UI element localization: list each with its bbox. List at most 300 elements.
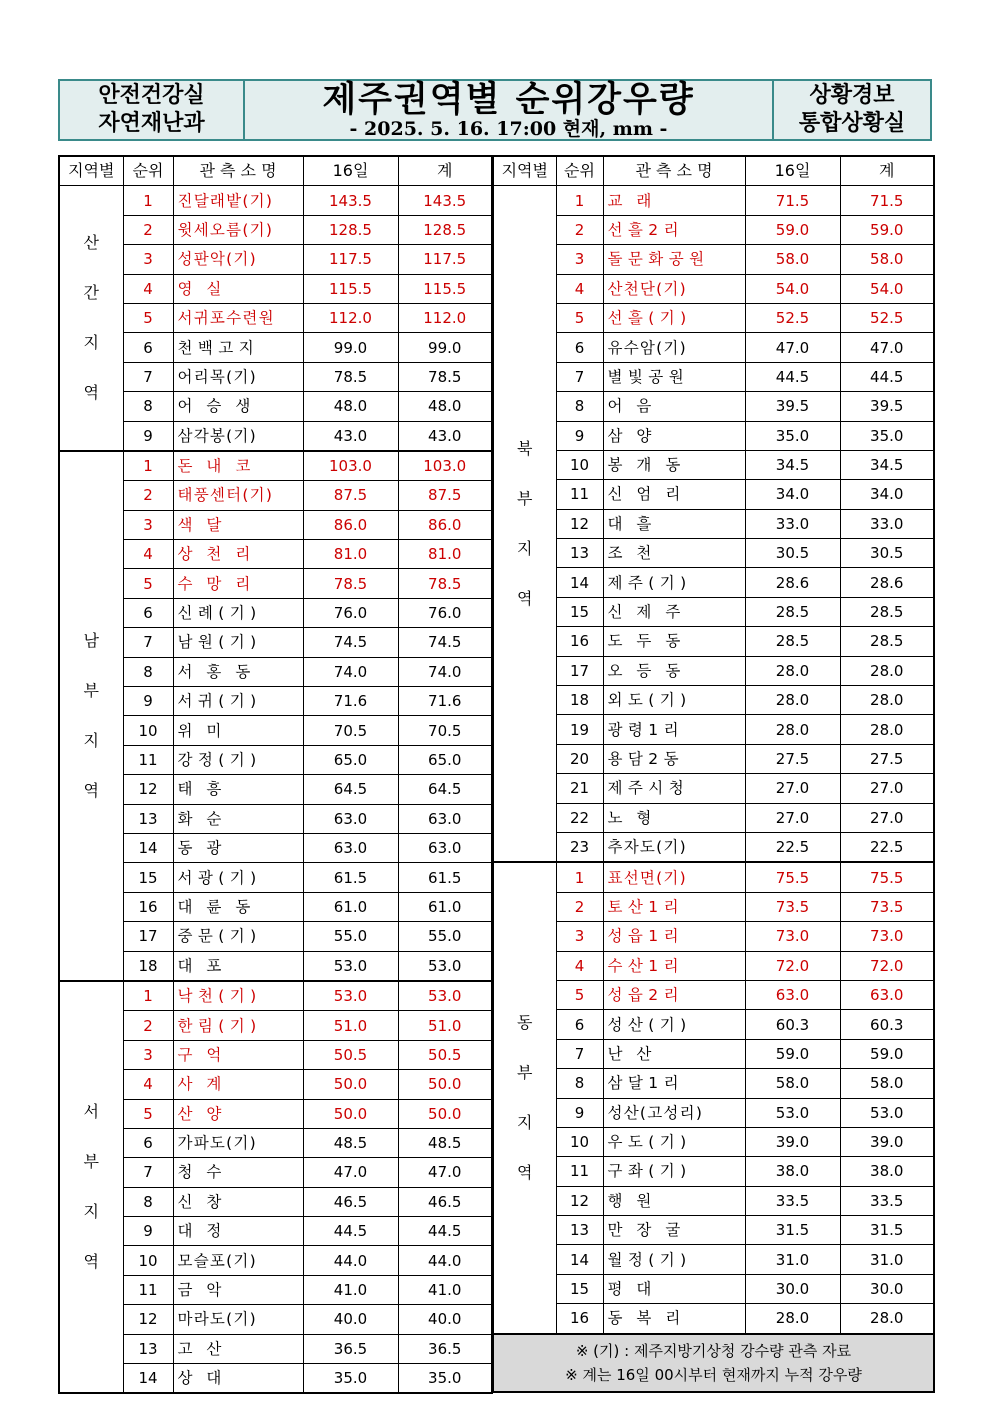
total-rainfall-cell: 34.5 <box>840 450 934 479</box>
rank-cell: 11 <box>123 1275 173 1304</box>
rank-cell: 9 <box>123 1217 173 1246</box>
rank-cell: 16 <box>556 627 603 656</box>
total-rainfall-cell: 63.0 <box>398 804 492 833</box>
station-cell <box>173 1217 303 1246</box>
day-rainfall-cell: 71.6 <box>303 687 398 716</box>
station-name: 모슬포(기) <box>177 1251 257 1270</box>
station-name: 신례(기) <box>177 604 262 623</box>
day-rainfall-cell: 81.0 <box>303 540 398 569</box>
total-rainfall-cell: 47.0 <box>398 1158 492 1187</box>
station-cell <box>173 716 303 745</box>
table-row <box>59 1040 492 1069</box>
day-rainfall-cell: 50.5 <box>303 1040 398 1069</box>
station-name: 산천단(기) <box>607 279 687 298</box>
col-total: 계 <box>840 156 934 186</box>
table-row <box>493 245 934 274</box>
station-cell <box>603 1069 745 1098</box>
table-row <box>493 568 934 597</box>
day-rainfall-cell: 73.5 <box>745 892 840 921</box>
region-char: 역 <box>517 588 533 608</box>
total-rainfall-cell: 51.0 <box>398 1011 492 1040</box>
rank-cell: 9 <box>123 687 173 716</box>
table-header-row <box>59 156 492 186</box>
day-rainfall-cell: 39.5 <box>745 392 840 421</box>
station-name: 영실 <box>177 279 236 298</box>
day-rainfall-cell: 115.5 <box>303 274 398 303</box>
total-rainfall-cell: 44.0 <box>398 1246 492 1275</box>
region-char: 산 <box>83 233 99 253</box>
table-row <box>493 1010 934 1039</box>
table-row <box>493 1157 934 1186</box>
table-row <box>493 1274 934 1303</box>
table-row <box>493 186 934 215</box>
total-rainfall-cell: 31.5 <box>840 1216 934 1245</box>
day-rainfall-cell: 31.0 <box>745 1245 840 1274</box>
col-rank: 순위 <box>123 156 173 186</box>
department-line-1: 안전건강실 <box>98 83 205 108</box>
rank-cell: 5 <box>123 303 173 332</box>
rank-cell: 4 <box>123 274 173 303</box>
station-cell <box>173 1070 303 1099</box>
day-rainfall-cell: 39.0 <box>745 1127 840 1156</box>
day-rainfall-cell: 63.0 <box>745 980 840 1009</box>
station-cell <box>173 687 303 716</box>
station-name: 월정(기) <box>607 1250 692 1269</box>
station-name: 신엄리 <box>607 485 695 504</box>
station-name: 마라도(기) <box>177 1310 257 1329</box>
table-row <box>493 803 934 832</box>
rank-cell: 15 <box>556 597 603 626</box>
rank-cell: 18 <box>123 951 173 981</box>
station-cell <box>173 1158 303 1187</box>
rank-cell: 1 <box>556 186 603 215</box>
station-name: 금악 <box>177 1281 236 1300</box>
station-name: 상천리 <box>177 545 265 564</box>
station-name: 어승생 <box>177 397 265 416</box>
day-rainfall-cell: 44.5 <box>303 1217 398 1246</box>
rank-cell: 19 <box>556 715 603 744</box>
station-cell <box>603 333 745 362</box>
total-rainfall-cell: 63.0 <box>398 833 492 862</box>
total-rainfall-cell: 27.0 <box>840 803 934 832</box>
col-station <box>603 156 745 186</box>
rank-cell: 13 <box>556 539 603 568</box>
day-rainfall-cell: 60.3 <box>745 1010 840 1039</box>
rank-cell: 11 <box>123 745 173 774</box>
station-name: 행원 <box>607 1191 666 1210</box>
rank-cell: 17 <box>556 656 603 685</box>
table-row <box>59 510 492 539</box>
table-row <box>59 1187 492 1216</box>
total-rainfall-cell: 75.5 <box>840 862 934 892</box>
region-char: 동 <box>517 1013 533 1032</box>
station-name: 수망리 <box>177 574 265 593</box>
total-rainfall-cell: 78.5 <box>398 569 492 598</box>
total-rainfall-cell: 28.6 <box>840 568 934 597</box>
station-name: 수산1리 <box>607 956 684 975</box>
table-row <box>59 421 492 451</box>
station-cell <box>173 598 303 627</box>
total-rainfall-cell: 35.0 <box>398 1364 492 1394</box>
rank-cell: 14 <box>123 1364 173 1394</box>
table-row <box>59 333 492 362</box>
station-cell <box>173 951 303 981</box>
day-rainfall-cell: 55.0 <box>303 922 398 951</box>
day-rainfall-cell: 34.0 <box>745 480 840 509</box>
table-row <box>59 892 492 921</box>
table-row <box>59 362 492 391</box>
rank-cell: 4 <box>556 951 603 980</box>
station-cell <box>603 656 745 685</box>
total-rainfall-cell: 81.0 <box>398 540 492 569</box>
station-cell <box>173 569 303 598</box>
rank-cell: 10 <box>123 716 173 745</box>
day-rainfall-cell: 63.0 <box>303 804 398 833</box>
table-row <box>493 686 934 715</box>
region-char: 역 <box>83 383 99 403</box>
total-rainfall-cell: 50.5 <box>398 1040 492 1069</box>
total-rainfall-cell: 73.5 <box>840 892 934 921</box>
station-name: 구좌(기) <box>607 1162 692 1181</box>
station-name: 조천 <box>607 544 666 563</box>
total-rainfall-cell: 43.0 <box>398 421 492 451</box>
page-subtitle: - 2025. 5. 16. 17:00 현재, mm - <box>349 118 668 140</box>
table-row <box>59 540 492 569</box>
station-name: 색달 <box>177 515 236 534</box>
table-row <box>493 303 934 332</box>
total-rainfall-cell: 74.0 <box>398 657 492 686</box>
station-cell <box>603 980 745 1009</box>
station-cell <box>603 450 745 479</box>
station-cell <box>603 597 745 626</box>
total-rainfall-cell: 63.0 <box>840 980 934 1009</box>
station-cell <box>173 1364 303 1394</box>
table-row <box>59 804 492 833</box>
total-rainfall-cell: 38.0 <box>840 1157 934 1186</box>
day-rainfall-cell: 27.5 <box>745 744 840 773</box>
day-rainfall-cell: 87.5 <box>303 481 398 510</box>
total-rainfall-cell: 70.5 <box>398 716 492 745</box>
rank-cell: 11 <box>556 1157 603 1186</box>
table-row <box>493 951 934 980</box>
table-row <box>59 833 492 862</box>
station-name: 외도(기) <box>607 691 692 710</box>
table-row <box>493 656 934 685</box>
day-rainfall-cell: 27.0 <box>745 803 840 832</box>
total-rainfall-cell: 40.0 <box>398 1305 492 1334</box>
station-name: 동광 <box>177 839 236 858</box>
station-name: 진달래밭(기) <box>177 191 274 210</box>
station-name: 태흥 <box>177 780 236 799</box>
day-rainfall-cell: 51.0 <box>303 1011 398 1040</box>
station-name: 제주시청 <box>607 779 690 798</box>
rank-cell: 20 <box>556 744 603 773</box>
rank-cell: 9 <box>556 421 603 450</box>
day-rainfall-cell: 40.0 <box>303 1305 398 1334</box>
table-row <box>59 186 492 215</box>
region-label <box>59 451 123 981</box>
rank-cell: 1 <box>123 981 173 1011</box>
rank-cell: 1 <box>123 451 173 481</box>
table-row <box>59 598 492 627</box>
rank-cell: 1 <box>556 862 603 892</box>
station-cell <box>173 833 303 862</box>
total-rainfall-cell: 53.0 <box>398 951 492 981</box>
total-rainfall-cell: 61.5 <box>398 863 492 892</box>
total-rainfall-cell: 61.0 <box>398 892 492 921</box>
station-name: 산양 <box>177 1104 236 1123</box>
station-name: 성산(기) <box>607 1015 692 1034</box>
day-rainfall-cell: 58.0 <box>745 1069 840 1098</box>
station-cell <box>173 1275 303 1304</box>
rank-cell: 12 <box>123 1305 173 1334</box>
station-cell <box>603 1127 745 1156</box>
table-row <box>59 1070 492 1099</box>
station-name: 선흘(기) <box>607 309 692 328</box>
station-name: 돈내코 <box>177 457 265 476</box>
station-name: 돌문화공원 <box>607 250 710 269</box>
total-rainfall-cell: 53.0 <box>840 1098 934 1127</box>
station-name: 성산(고성리) <box>607 1103 704 1122</box>
rank-cell: 15 <box>123 863 173 892</box>
station-name: 선흘2리 <box>607 220 684 239</box>
rank-cell: 3 <box>123 1040 173 1069</box>
station-cell <box>603 1216 745 1245</box>
station-cell <box>603 686 745 715</box>
day-rainfall-cell: 44.0 <box>303 1246 398 1275</box>
station-cell <box>603 862 745 892</box>
day-rainfall-cell: 30.0 <box>745 1274 840 1303</box>
day-rainfall-cell: 74.0 <box>303 657 398 686</box>
col-rank: 순위 <box>556 156 603 186</box>
day-rainfall-cell: 38.0 <box>745 1157 840 1186</box>
station-name: 가파도(기) <box>177 1134 257 1153</box>
day-rainfall-cell: 61.0 <box>303 892 398 921</box>
day-rainfall-cell: 28.6 <box>745 568 840 597</box>
station-cell <box>603 362 745 391</box>
station-cell <box>173 1128 303 1157</box>
table-row <box>59 657 492 686</box>
station-cell <box>603 1274 745 1303</box>
total-rainfall-cell: 28.5 <box>840 597 934 626</box>
region-label <box>493 862 556 1333</box>
day-rainfall-cell: 70.5 <box>303 716 398 745</box>
station-cell <box>603 274 745 303</box>
region-char: 간 <box>83 283 99 303</box>
station-name: 천백고지 <box>177 338 260 357</box>
station-name: 광령1리 <box>607 720 684 739</box>
table-row <box>493 509 934 538</box>
day-rainfall-cell: 75.5 <box>745 862 840 892</box>
total-rainfall-cell: 35.0 <box>840 421 934 450</box>
station-name: 난산 <box>607 1044 666 1063</box>
rank-cell: 7 <box>556 1039 603 1068</box>
col-region: 지역별 <box>59 156 123 186</box>
day-rainfall-cell: 99.0 <box>303 333 398 362</box>
station-name: 신제주 <box>607 603 695 622</box>
total-rainfall-cell: 59.0 <box>840 215 934 244</box>
table-row <box>493 392 934 421</box>
station-cell <box>173 1011 303 1040</box>
total-rainfall-cell: 54.0 <box>840 274 934 303</box>
day-rainfall-cell: 143.5 <box>303 186 398 215</box>
day-rainfall-cell: 54.0 <box>745 274 840 303</box>
table-row <box>59 951 492 981</box>
rank-cell: 14 <box>556 568 603 597</box>
station-cell <box>603 480 745 509</box>
rank-cell: 13 <box>123 1334 173 1363</box>
rank-cell: 6 <box>556 333 603 362</box>
station-name: 성읍1리 <box>607 927 684 946</box>
day-rainfall-cell: 59.0 <box>745 215 840 244</box>
table-row <box>59 1334 492 1363</box>
total-rainfall-cell: 30.5 <box>840 539 934 568</box>
total-rainfall-cell: 36.5 <box>398 1334 492 1363</box>
day-rainfall-cell: 28.0 <box>745 686 840 715</box>
day-rainfall-cell: 53.0 <box>745 1098 840 1127</box>
rank-cell: 21 <box>556 774 603 803</box>
day-rainfall-cell: 74.5 <box>303 628 398 657</box>
table-row <box>59 775 492 804</box>
rank-cell: 12 <box>556 1186 603 1215</box>
table-row <box>493 774 934 803</box>
rank-cell: 9 <box>556 1098 603 1127</box>
table-row <box>493 1216 934 1245</box>
total-rainfall-cell: 44.5 <box>398 1217 492 1246</box>
day-rainfall-cell: 65.0 <box>303 745 398 774</box>
station-cell <box>603 1304 745 1334</box>
table-row <box>493 1098 934 1127</box>
day-rainfall-cell: 31.5 <box>745 1216 840 1245</box>
day-rainfall-cell: 86.0 <box>303 510 398 539</box>
station-cell <box>603 215 745 244</box>
rank-cell: 5 <box>123 1099 173 1128</box>
rank-cell: 6 <box>123 598 173 627</box>
station-cell <box>603 1157 745 1186</box>
station-name: 교래 <box>607 191 666 210</box>
table-row <box>59 687 492 716</box>
rank-cell: 3 <box>556 245 603 274</box>
total-rainfall-cell: 52.5 <box>840 303 934 332</box>
day-rainfall-cell: 78.5 <box>303 362 398 391</box>
rank-cell: 22 <box>556 803 603 832</box>
total-rainfall-cell: 143.5 <box>398 186 492 215</box>
station-name: 대정 <box>177 1222 236 1241</box>
station-name: 낙천(기) <box>177 987 262 1006</box>
table-row <box>493 1245 934 1274</box>
station-cell <box>603 421 745 450</box>
total-rainfall-cell: 46.5 <box>398 1187 492 1216</box>
day-rainfall-cell: 41.0 <box>303 1275 398 1304</box>
station-name: 윗세오름(기) <box>177 220 274 239</box>
total-rainfall-cell: 128.5 <box>398 215 492 244</box>
station-cell <box>173 303 303 332</box>
rank-cell: 3 <box>556 922 603 951</box>
station-cell <box>603 832 745 862</box>
rank-cell: 8 <box>556 1069 603 1098</box>
station-name: 만장굴 <box>607 1221 695 1240</box>
total-rainfall-cell: 44.5 <box>840 362 934 391</box>
region-char: 역 <box>517 1163 533 1182</box>
total-rainfall-cell: 112.0 <box>398 303 492 332</box>
station-cell <box>603 892 745 921</box>
table-row <box>59 716 492 745</box>
total-rainfall-cell: 76.0 <box>398 598 492 627</box>
table-row <box>493 715 934 744</box>
day-rainfall-cell: 35.0 <box>303 1364 398 1394</box>
region-label <box>493 186 556 862</box>
total-rainfall-cell: 58.0 <box>840 245 934 274</box>
station-cell <box>173 421 303 451</box>
department-box <box>60 81 245 139</box>
table-row <box>493 892 934 921</box>
note-line-2: ※ 계는 16일 00시부터 현재까지 누적 강우량 <box>565 1365 862 1384</box>
station-cell <box>603 303 745 332</box>
rank-cell: 13 <box>123 804 173 833</box>
station-name: 봉개동 <box>607 456 695 475</box>
rank-cell: 2 <box>123 481 173 510</box>
table-row <box>59 1158 492 1187</box>
total-rainfall-cell: 48.5 <box>398 1128 492 1157</box>
rank-cell: 12 <box>123 775 173 804</box>
station-cell <box>173 451 303 481</box>
station-name: 토산1리 <box>607 897 684 916</box>
table-row <box>493 832 934 862</box>
total-rainfall-cell: 78.5 <box>398 362 492 391</box>
day-rainfall-cell: 112.0 <box>303 303 398 332</box>
table-row <box>493 1127 934 1156</box>
table-body-left <box>59 186 492 1394</box>
rank-cell: 23 <box>556 832 603 862</box>
station-cell <box>173 186 303 215</box>
rank-cell: 2 <box>123 215 173 244</box>
station-name: 고산 <box>177 1339 236 1358</box>
total-rainfall-cell: 86.0 <box>398 510 492 539</box>
region-char: 지 <box>83 1202 99 1222</box>
rank-cell: 16 <box>556 1304 603 1334</box>
col-total: 계 <box>398 156 492 186</box>
title-box <box>245 81 772 139</box>
station-name: 상대 <box>177 1369 236 1388</box>
station-cell <box>603 568 745 597</box>
day-rainfall-cell: 33.5 <box>745 1186 840 1215</box>
department-line-2: 자연재난과 <box>98 111 205 136</box>
day-rainfall-cell: 61.5 <box>303 863 398 892</box>
station-cell <box>603 1039 745 1068</box>
table-row <box>59 1275 492 1304</box>
table-row <box>59 1011 492 1040</box>
table-row <box>59 303 492 332</box>
station-name: 어음 <box>607 397 666 416</box>
station-name: 서광(기) <box>177 868 262 887</box>
table-row <box>493 1304 934 1334</box>
rainfall-table-right <box>492 155 935 1393</box>
total-rainfall-cell: 28.0 <box>840 686 934 715</box>
station-cell <box>603 803 745 832</box>
table-row <box>59 745 492 774</box>
day-rainfall-cell: 43.0 <box>303 421 398 451</box>
station-cell <box>173 215 303 244</box>
total-rainfall-cell: 33.5 <box>840 1186 934 1215</box>
table-row <box>493 480 934 509</box>
office-box <box>772 81 930 139</box>
station-name: 별빛공원 <box>607 367 690 386</box>
station-name: 추자도(기) <box>607 838 687 857</box>
station-cell <box>173 362 303 391</box>
total-rainfall-cell: 28.0 <box>840 656 934 685</box>
col-station <box>173 156 303 186</box>
station-cell <box>603 774 745 803</box>
